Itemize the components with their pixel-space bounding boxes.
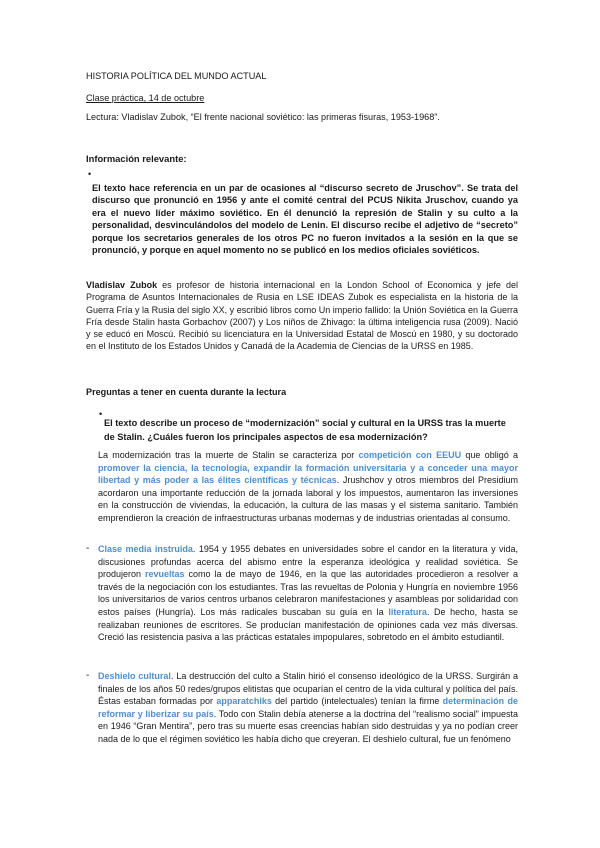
highlight-reform: determinación de reformar y liberizar su país	[98, 696, 518, 719]
section-heading-info: Información relevante:	[86, 153, 187, 164]
reading-reference: Lectura: Vladislav Zubok, “El frente nacional soviético: las primeras fisuras, 1953-1968”.	[86, 112, 440, 122]
highlight-science: promover la ciencia, la tecnología, expandir la formación universitaria y a conceder una mayor libertad y más poder a las élites científicas y técnicas	[98, 462, 518, 485]
answer-text: que obligó a	[461, 450, 518, 460]
highlight-literatura: literatura	[388, 606, 427, 617]
highlight-middle-class: Clase media instruida	[98, 544, 193, 554]
list-dash: -	[86, 543, 90, 554]
answer-text: . Jrushchov y otros miembros del Presidium acordaron una importante reducción de la jornada laboral y los impuestos, aumentaron las inversiones en la construcción de viviendas, la educación, la cultura de las masas y el sistema sanitario. También emprendieron la creación de infraestructuras urbanas modernas y de industrias orientadas al consumo.	[98, 475, 519, 523]
document-title: HISTORIA POLÍTICA DEL MUNDO ACTUAL	[86, 71, 267, 81]
item-text: . 1954 y 1955 debates en universidades sobre el candor en la literatura y vida, discusiones profundas acerca del abismo entre la esperanza ideológica y realidad soviética. Se produjeron	[98, 544, 518, 580]
list-dash: -	[86, 670, 90, 681]
list-item-middle-class	[98, 543, 518, 644]
highlight-apparatchiks: apparatchiks	[216, 696, 272, 707]
highlight-cultural-thaw: Deshielo cultural	[98, 671, 171, 681]
answer-paragraph	[98, 449, 518, 524]
author-bio-paragraph	[86, 279, 518, 353]
highlight-revueltas: revueltas	[145, 569, 185, 580]
class-date: Clase práctica, 14 de octubre	[86, 93, 205, 103]
question-1: El texto describe un proceso de “modernización” social y cultural en la URSS tras la muerte de Stalin. ¿Cuáles fueron los principales aspectos de esa modernización?	[104, 418, 506, 442]
highlight-competition: competición con EEUU	[358, 450, 462, 460]
author-bio: es profesor de historia internacional en la London School of Economica y jefe del Programa de Asuntos Internacionales de Rusia en LSE IDEAS Zubok es especialista en la historia de la Guerra Fría y la Rusia del siglo XX, y escribió libros como Un imperio fallido: la Unión Soviética en la Guerra Fría desde Stalin hasta Gorbachov (2007) y Los niños de Zhivago: la última inteligencia rusa (2009). Nació y se educó en Moscú. Recibió su licenciatura en la Universidad Estatal de Moscú en 1980, y su doctorado en el Instituto de los Estados Unidos y Canadá de la Academia de Ciencias de la URSS en 1985.	[86, 280, 518, 352]
item-text: . La destrucción del culto a Stalin hirió el consenso ideológico de la URSS. Surgirán a finales de los años 50 redes/grupos elitistas que ocuparían el centro de la vida cultural y política del país. Éstas estaban formadas por	[98, 671, 518, 707]
item-text: como la de mayo de 1946, en la que las autoridades procedieron a resolver a través de la negociación con los estudiantes. Tras las revueltas de Polonia y Hungría en noviembre 1956 los universitarios de varios centros urbanos celebraron manifestaciones y asambleas por solidaridad con estos países (Hungría). Los más radicales buscaban su guía en la	[98, 569, 518, 617]
item-text: . Todo con Stalin debía atenerse a la doctrina del “realismo social” impuesta en 1946 “Gran Mentira”, pero tras su muerte esas creencias habían sido destruidas y ya no podían creer nada de lo que el régimen soviético les había dicho que creyeran. El deshielo cultural, fue un fenómeno	[98, 708, 518, 744]
section-heading-questions: Preguntas a tener en cuenta durante la lectura	[86, 387, 287, 397]
bullet-icon: •	[88, 169, 92, 179]
secret-speech-paragraph: El texto hace referencia en un par de ocasiones al “discurso secreto de Jruschov”. Se trata del discurso que pronunció en 1956 y ante el comité central del PCUS Nikita Jruschov, cuando ya era el nuevo líder máximo soviético. En él denunció la represión de Stalin y su culto a la personalidad, desvinculándolos del modelo de Lenin. El discurso recibe el adjetivo de “secreto” porque los secretarios generales de los otros PC no fueron invitados a la sesión en la que se pronunció, y porque en aquel momento no se publicó en los medios oficiales soviéticos.	[92, 183, 518, 256]
author-name: Vladislav Zubok	[86, 280, 158, 290]
list-item-cultural-thaw	[98, 670, 518, 746]
answer-text: La modernización tras la muerte de Stalin se caracteriza por	[98, 450, 359, 460]
bullet-icon: •	[99, 409, 103, 419]
item-text: del partido (intelectuales) tenían la firme	[271, 696, 443, 707]
item-text: . De hecho, hasta se realizaban reuniones de escritores. Se producían manifestación de opiniones cada vez más diversas. Creció las resistencia pasiva a las prácticas estatales impopulares, sobretodo en el ámbito estudiantil.	[98, 606, 518, 643]
